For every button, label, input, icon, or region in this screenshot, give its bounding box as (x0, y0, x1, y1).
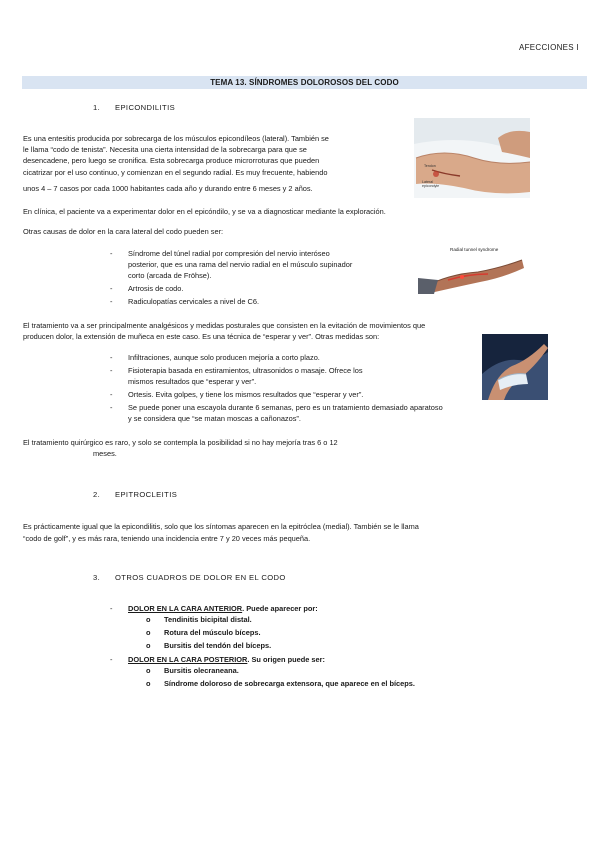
group-label: DOLOR EN LA CARA POSTERIOR (128, 655, 248, 664)
sub-list-item-text: Rotura del músculo bíceps. (164, 628, 261, 637)
dash-bullet: - (110, 353, 113, 362)
list-item-continuation: y se considera que “se matan moscas a cañonazos”. (128, 414, 301, 423)
list-item-group (110, 603, 318, 614)
figure-label: Tendon (424, 164, 436, 168)
elbow-brace-photo (482, 334, 548, 400)
elbow-epicondyle-photo (414, 118, 530, 198)
section-number: 1. (93, 103, 101, 112)
paragraph-line: “codo de golf”, y es más rara, teniendo una incidencia entre 7 y 20 veces más pequeña. (23, 534, 311, 543)
paragraph-line: El tratamiento va a ser principalmente analgésicos y medidas posturales que consisten en la evitación de movimientos que (23, 321, 426, 330)
group-intro: . Puede aparecer por: (242, 604, 318, 613)
list-item (110, 283, 183, 294)
dash-bullet: - (110, 297, 113, 306)
section-title: OTROS CUADROS DE DOLOR EN EL CODO (115, 573, 286, 582)
list-item (110, 365, 363, 376)
list-item-continuation: corto (arcada de Fröhse). (128, 271, 212, 280)
list-item-text: Fisioterapia basada en estiramientos, ultrasonidos o masaje. Ofrece los (128, 366, 363, 375)
dash-bullet: - (110, 366, 113, 375)
figure-label: epicondyle (422, 184, 440, 188)
section-heading-epitrocleitis (93, 490, 177, 499)
paragraph-line: producen dolor, la extensión de muñeca en este caso. Es una técnica de “esperar y ver”. Otras medidas son: (23, 332, 380, 341)
section-title: EPITROCLEITIS (115, 490, 178, 499)
paragraph-line: meses. (93, 449, 117, 458)
list-item (110, 296, 259, 307)
dash-bullet: - (110, 403, 113, 412)
section-title: EPICONDILITIS (115, 103, 176, 112)
section-heading-otros-cuadros (93, 573, 286, 582)
list-item-text: Artrosis de codo. (128, 284, 184, 293)
paragraph-line: El tratamiento quirúrgico es raro, y solo se contempla la posibilidad si no hay mejoría tras 6 o 12 (23, 438, 338, 447)
group-label: DOLOR EN LA CARA ANTERIOR (128, 604, 243, 613)
sub-list-item-text: Tendinitis bicipital distal. (164, 615, 252, 624)
list-item-continuation: posterior, que es una rama del nervio radial en el músculo supinador (128, 260, 353, 269)
group-intro: . Su origen puede ser: (247, 655, 325, 664)
page-header-subject: AFECCIONES I (518, 43, 579, 52)
dash-bullet: - (110, 390, 113, 399)
paragraph-otras-causas: Otras causas de dolor en la cara lateral del codo pueden ser: (23, 227, 224, 236)
dash-bullet: - (110, 655, 113, 664)
paragraph-line: Es una entesitis producida por sobrecarga de los músculos epicondíleos (lateral). También se (23, 134, 329, 143)
list-item-text: Ortesis. Evita golpes, y tiene los mismos resultados que “esperar y ver”. (128, 390, 364, 399)
circle-bullet: o (146, 679, 151, 688)
paragraph-line: Es prácticamente igual que la epicondilitis, solo que los síntomas aparecen en la epitróclea (medial). También se le llama (23, 522, 419, 531)
circle-bullet: o (146, 641, 151, 650)
sub-list-item-text: Bursitis del tendón del bíceps. (164, 641, 272, 650)
paragraph-clinica: En clínica, el paciente va a experimentar dolor en el epicóndilo, y se va a diagnosticar mediante la exploración. (23, 207, 386, 216)
list-item-text: Síndrome del túnel radial por compresión del nervio interóseo (128, 249, 330, 258)
circle-bullet: o (146, 666, 151, 675)
section-number: 2. (93, 490, 101, 499)
section-number: 3. (93, 573, 101, 582)
list-item (110, 352, 320, 363)
list-item (110, 248, 330, 259)
radial-tunnel-photo (418, 244, 526, 294)
figure-label: Radial tunnel syndrome (450, 247, 499, 252)
figure-label: Lateral (422, 180, 433, 184)
section-heading-epicondilitis (93, 103, 175, 112)
sub-list-item (146, 640, 271, 651)
list-item-group (110, 654, 325, 665)
list-item-continuation: mismos resultados que “esperar y ver”. (128, 377, 257, 386)
page-title: TEMA 13. SÍNDROMES DOLOROSOS DEL CODO (210, 78, 399, 87)
list-item-text: Infiltraciones, aunque solo producen mejoría a corto plazo. (128, 353, 320, 362)
dash-bullet: - (110, 604, 113, 613)
paragraph-line: unos 4 – 7 casos por cada 1000 habitantes cada año y durando entre 6 meses y 2 años. (23, 184, 313, 193)
paragraph-line: desencadene, pero luego se cronifica. Esta sobrecarga produce microrroturas que pueden (23, 156, 320, 165)
circle-bullet: o (146, 628, 151, 637)
dash-bullet: - (110, 249, 113, 258)
dash-bullet: - (110, 284, 113, 293)
list-item (110, 389, 363, 400)
sub-list-item (146, 678, 415, 689)
sub-list-item (146, 614, 252, 625)
circle-bullet: o (146, 615, 151, 624)
sub-list-item (146, 665, 239, 676)
sub-list-item (146, 627, 261, 638)
sub-list-item-text: Síndrome doloroso de sobrecarga extensora, que aparece en el bíceps. (164, 679, 415, 688)
paragraph-line: le llama “codo de tenista”. Necesita una cierta intensidad de la sobrecarga para que se (23, 145, 307, 154)
sub-list-item-text: Bursitis olecraneana. (164, 666, 239, 675)
list-item-text: Radiculopatías cervicales a nivel de C6. (128, 297, 260, 306)
list-item-text: Se puede poner una escayola durante 6 semanas, pero es un tratamiento demasiado aparatoso (128, 403, 443, 412)
title-bar (22, 76, 587, 89)
list-item (110, 402, 443, 413)
paragraph-line: cicatrizar por el uso continuo, y comienzan en el segundo radial. Es muy frecuente, habiendo (23, 168, 328, 177)
